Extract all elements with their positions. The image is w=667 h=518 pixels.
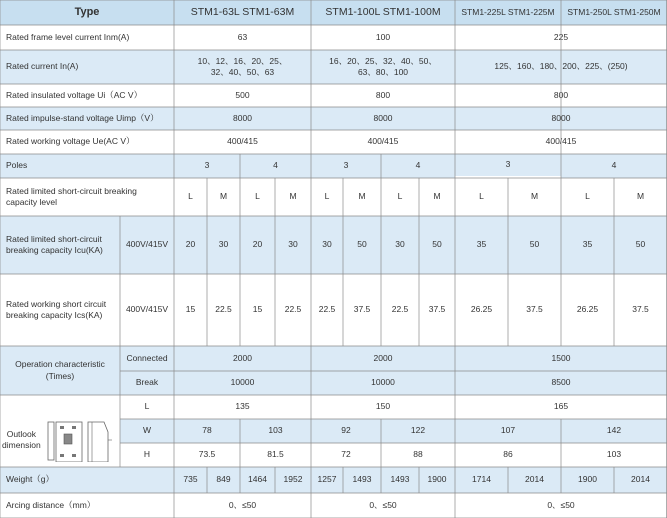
- weight-value-10: 2014: [508, 467, 561, 493]
- ics-value-11: 26.25: [561, 274, 614, 346]
- capacity-level-3: L: [240, 178, 275, 216]
- outlook-h-225: 86: [455, 443, 561, 467]
- capacity-level-5: L: [311, 178, 343, 216]
- ics-value-5: 22.5: [311, 274, 343, 346]
- outlook-w-63-3: 78: [174, 419, 240, 443]
- ics-value-4: 22.5: [275, 274, 311, 346]
- poles-250-4: 4: [561, 154, 667, 178]
- operation-connected-label: Connected: [120, 346, 174, 371]
- weight-value-5: 1257: [311, 467, 343, 493]
- outlook-h-label: H: [120, 443, 174, 467]
- insulated-voltage-label: Rated insulated voltage Ui（AC V）: [0, 84, 174, 107]
- rated-current-label: Rated current In(A): [0, 50, 174, 84]
- outlook-w-225: 107: [455, 419, 561, 443]
- icu-value-12: 50: [614, 216, 667, 274]
- icu-value-4: 30: [275, 216, 311, 274]
- impulse-voltage-label: Rated impulse-stand voltage Uimp（V）: [0, 107, 174, 130]
- poles-100-4: 4: [381, 154, 455, 178]
- impulse-voltage-63: 8000: [174, 107, 311, 130]
- outlook-l-63: 135: [174, 395, 311, 419]
- arcing-label: Arcing distance（mm）: [0, 493, 174, 518]
- outlook-l-label: L: [120, 395, 174, 419]
- capacity-level-4: M: [275, 178, 311, 216]
- capacity-level-label: Rated limited short-circuit breaking capacity level: [0, 178, 174, 216]
- frame-current-100: 100: [311, 25, 455, 50]
- poles-100-3: 3: [311, 154, 381, 178]
- arcing-100: 0、≤50: [311, 493, 455, 518]
- model-100: STM1-100L STM1-100M: [311, 0, 455, 25]
- icu-value-11: 35: [561, 216, 614, 274]
- capacity-level-7: L: [381, 178, 419, 216]
- icu-value-10: 50: [508, 216, 561, 274]
- outlook-h-63-4: 81.5: [240, 443, 311, 467]
- type-header: Type: [0, 0, 174, 25]
- rated-current-225: 125、160、180、200、225、(250): [455, 50, 667, 84]
- capacity-level-11: L: [561, 178, 614, 216]
- ics-value-3: 15: [240, 274, 275, 346]
- frame-current-label: Rated frame level current Inm(A): [0, 25, 174, 50]
- ics-value-6: 37.5: [343, 274, 381, 346]
- capacity-level-1: L: [174, 178, 207, 216]
- weight-value-3: 1464: [240, 467, 275, 493]
- working-voltage-225: 400/415: [455, 130, 667, 154]
- outlook-h-63-3: 73.5: [174, 443, 240, 467]
- operation-label: Operation characteristic (Times): [0, 346, 120, 395]
- ics-value-10: 37.5: [508, 274, 561, 346]
- break-225: 8500: [455, 371, 667, 395]
- weight-value-12: 2014: [614, 467, 667, 493]
- ics-value-9: 26.25: [455, 274, 508, 346]
- poles-label: Poles: [0, 154, 174, 178]
- working-voltage-100: 400/415: [311, 130, 455, 154]
- break-63: 10000: [174, 371, 311, 395]
- outlook-l-100: 150: [311, 395, 455, 419]
- ics-value-1: 15: [174, 274, 207, 346]
- capacity-level-2: M: [207, 178, 240, 216]
- insulated-voltage-225: 800: [455, 84, 667, 107]
- icu-value-2: 30: [207, 216, 240, 274]
- outlook-w-100-4: 122: [381, 419, 455, 443]
- weight-value-11: 1900: [561, 467, 614, 493]
- capacity-level-9: L: [455, 178, 508, 216]
- icu-value-6: 50: [343, 216, 381, 274]
- ics-value-12: 37.5: [614, 274, 667, 346]
- outlook-h-250: 103: [561, 443, 667, 467]
- breaker-dimension-diagram: [46, 402, 116, 462]
- weight-value-6: 1493: [343, 467, 381, 493]
- icu-value-9: 35: [455, 216, 508, 274]
- outlook-w-100-3: 92: [311, 419, 381, 443]
- weight-value-8: 1900: [419, 467, 455, 493]
- model-250: STM1-250L STM1-250M: [561, 0, 667, 25]
- icu-value-1: 20: [174, 216, 207, 274]
- capacity-level-12: M: [614, 178, 667, 216]
- outlook-w-250: 142: [561, 419, 667, 443]
- outlook-h-100-3: 72: [311, 443, 381, 467]
- model-63: STM1-63L STM1-63M: [174, 0, 311, 25]
- capacity-level-10: M: [508, 178, 561, 216]
- model-225: STM1-225L STM1-225M: [455, 0, 561, 25]
- break-100: 10000: [311, 371, 455, 395]
- weight-label: Weight（g）: [0, 467, 174, 493]
- connected-225: 1500: [455, 346, 667, 371]
- connected-63: 2000: [174, 346, 311, 371]
- outlook-h-100-4: 88: [381, 443, 455, 467]
- working-voltage-label: Rated working voltage Ue(AC V）: [0, 130, 174, 154]
- weight-value-4: 1952: [275, 467, 311, 493]
- weight-value-9: 1714: [455, 467, 508, 493]
- rated-current-63: 10、12、16、20、25、 32、40、50、63: [174, 50, 311, 84]
- operation-break-label: Break: [120, 371, 174, 395]
- icu-voltage: 400V/415V: [120, 216, 174, 274]
- icu-value-5: 30: [311, 216, 343, 274]
- working-voltage-63: 400/415: [174, 130, 311, 154]
- poles-63-4: 4: [240, 154, 311, 178]
- outlook-label: Outlook dimension: [2, 428, 41, 450]
- outlook-w-63-4: 103: [240, 419, 311, 443]
- insulated-voltage-100: 800: [311, 84, 455, 107]
- icu-label: Rated limited short-circuit breaking capacity Icu(KA): [0, 216, 120, 274]
- rated-current-100: 16、20、25、32、40、50、 63、80、100: [311, 50, 455, 84]
- ics-value-8: 37.5: [419, 274, 455, 346]
- ics-label: Rated working short circuit breaking capacity Ics(KA): [0, 274, 120, 346]
- ics-value-7: 22.5: [381, 274, 419, 346]
- icu-value-7: 30: [381, 216, 419, 274]
- outlook-l-225: 165: [455, 395, 667, 419]
- arcing-63: 0、≤50: [174, 493, 311, 518]
- icu-value-8: 50: [419, 216, 455, 274]
- arcing-225: 0、≤50: [455, 493, 667, 518]
- impulse-voltage-100: 8000: [311, 107, 455, 130]
- poles-225-3: 3: [455, 154, 561, 176]
- capacity-level-8: M: [419, 178, 455, 216]
- capacity-level-6: M: [343, 178, 381, 216]
- impulse-voltage-225: 8000: [455, 107, 667, 130]
- ics-voltage: 400V/415V: [120, 274, 174, 346]
- insulated-voltage-63: 500: [174, 84, 311, 107]
- weight-value-1: 735: [174, 467, 207, 493]
- weight-value-2: 849: [207, 467, 240, 493]
- weight-value-7: 1493: [381, 467, 419, 493]
- icu-value-3: 20: [240, 216, 275, 274]
- frame-current-225: 225: [455, 25, 667, 50]
- connected-100: 2000: [311, 346, 455, 371]
- ics-value-2: 22.5: [207, 274, 240, 346]
- outlook-w-label: W: [120, 419, 174, 443]
- poles-63-3: 3: [174, 154, 240, 178]
- frame-current-63: 63: [174, 25, 311, 50]
